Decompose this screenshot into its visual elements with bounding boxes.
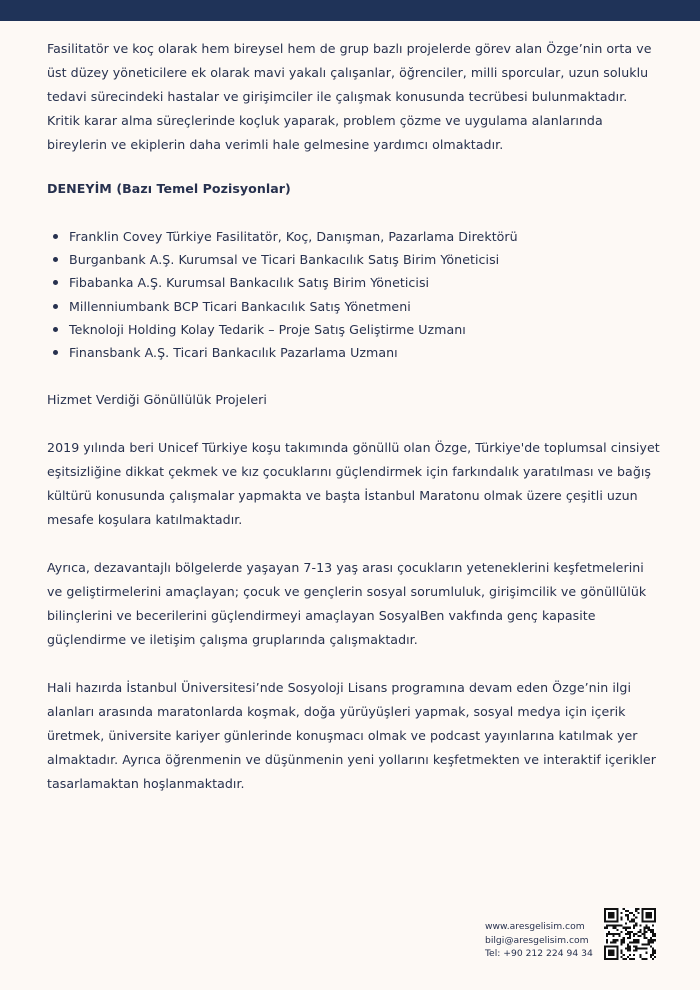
list-item: Fibabanka A.Ş. Kurumsal Bankacılık Satış Birim Yöneticisi [47,271,662,294]
interests-paragraph: Hali hazırda İstanbul Üniversitesi’nde Sosyoloji Lisans programına devam eden Özge’nin ilgi alanları arasında maratonlarda koşmak, doğa yürüyüşleri yapmak, sosyal medya için içerik üretmek, üniversite kariyer günlerinde konuşmacı olmak ve podcast yayınlarına katılmak yer almaktadır. Ayrıca öğrenmenin ve düşünmenin yeni yollarını keşfetmekten ve interaktif içerikler tasarlamaktan hoşlanmaktadır. [47,680,656,792]
intro-paragraph: Fasilitatör ve koç olarak hem bireysel hem de grup bazlı projelerde görev alan Özge’nin orta ve üst düzey yöneticilere ek olarak mavi yakalı çalışanlar, öğrenciler, milli sporcular, uzun soluklu tedavi sürecindeki hastalar ve girişimciler ile çalışmak konusunda tecrübesi bulunmaktadır. Kritik karar alma süreçlerinde koçluk yaparak, problem çözme ve uygulama alanlarında bireylerin ve ekiplerin daha verimli hale gelmesine yardımcı olmaktadır. [47,41,652,152]
page-content [47,37,662,796]
volunteer-paragraph-sosyalben: Ayrıca, dezavantajlı bölgelerde yaşayan 7-13 yaş arası çocukların yeteneklerini keşfetmelerini ve geliştirmelerini amaçlayan; çocuk ve gençlerin sosyal sorumluluk, girişimcilik ve gönüllülük bilinçlerini ve becerilerini güçlendirmeyi amaçlayan SosyalBen vakfında genç kapasite güçlendirme ve iletişim çalışma gruplarında çalışmaktadır. [47,560,647,648]
phone-number: Tel: +90 212 224 94 34 [485,948,593,959]
experience-list [47,225,662,364]
email-link[interactable]: bilgi@aresgelisim.com [485,934,589,946]
qr-code-icon[interactable] [604,908,656,960]
list-item: Finansbank A.Ş. Ticari Bankacılık Pazarlama Uzmanı [47,341,662,364]
list-item: Teknoloji Holding Kolay Tedarik – Proje Satış Geliştirme Uzmanı [47,318,662,341]
website-link[interactable]: www.aresgelisim.com [485,921,585,932]
list-item: Millenniumbank BCP Ticari Bankacılık Satış Yönetmeni [47,295,662,318]
header-bar [0,0,700,21]
experience-heading: DENEYİM (Bazı Temel Pozisyonlar) [47,181,291,196]
list-item: Franklin Covey Türkiye Fasilitatör, Koç, Danışman, Pazarlama Direktörü [47,225,662,248]
contact-info [485,920,595,961]
volunteer-heading: Hizmet Verdiği Gönüllülük Projeleri [47,392,267,408]
volunteer-paragraph-unicef: 2019 yılında beri Unicef Türkiye koşu takımında gönüllü olan Özge, Türkiye'de toplumsal cinsiyet eşitsizliğine dikkat çekmek ve kız çocuklarını güçlendirmek için farkındalık yaratılması ve bağış kültürü konusunda çalışmalar yapmakta ve başta İstanbul Maratonu olmak üzere çeşitli uzun mesafe koşulara katılmaktadır. [47,440,660,528]
list-item: Burganbank A.Ş. Kurumsal ve Ticari Bankacılık Satış Birim Yöneticisi [47,248,662,271]
